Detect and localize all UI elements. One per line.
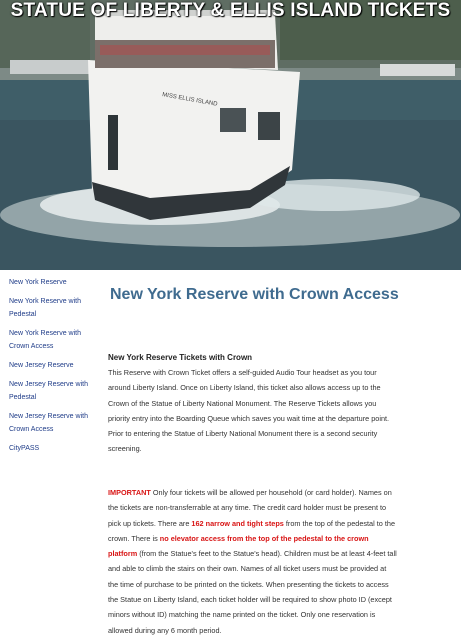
important-text-2: from the top of the pedestal to the crown. There is [108,518,396,543]
sidebar-item-new-york-reserve-pedestal[interactable]: New York Reserve with Pedestal [9,298,81,318]
hero-banner [0,0,461,270]
elevator-warning: no elevator access from the top of the pedestal to the crown platform [108,533,369,559]
page-banner-title: STATUE OF LIBERTY & ELLIS ISLAND TICKETS [10,0,451,21]
steps-warning: 162 narrow and tight steps [191,518,284,528]
ferry-photo [0,0,461,270]
sidebar-item-new-york-reserve-crown[interactable]: New York Reserve with Crown Access [9,330,81,350]
sidebar-item-new-jersey-reserve-crown[interactable]: New Jersey Reserve with Crown Access [9,413,88,433]
important-text-1: Only four tickets will be allowed per household (or card holder). Names on the tickets are non-transferrable at any time. The credit card holder must be present to pick up tickets. There are [108,488,392,528]
description-paragraph: This Reserve with Crown Ticket offers a self-guided Audio Tour headset as you tour around Liberty Island. Once on Liberty Island, this ticket also allows access up to the Crown of the Statue of Liberty National Monument. The Reserve Tickets allows you priority entry into the Boarding Queue which saves you wait time at the departure point. Prior to entering the Statue of Liberty National Monument there is a second security screening. [108,368,390,454]
important-text-3: (from the Statue's feet to the Statue's head). Children must be at least 4-feet tall and able to climb the stairs on their own. Names of all ticket users must be provided at the time of purchase to be printed on the tickets. When presenting the tickets to access the Statue on Liberty Island, each ticket holder will be required to show photo ID (except minors without ID) matching the name printed on the ticket. Only one reservation is allowed during any 6 month period. [108,549,397,635]
page-title: New York Reserve with Crown Access [110,286,399,303]
sidebar-nav [9,276,99,461]
important-label: IMPORTANT [108,488,151,497]
sidebar-item-citypass[interactable]: CityPASS [9,445,40,452]
important-paragraph [108,485,398,638]
sidebar-item-new-jersey-reserve-pedestal[interactable]: New Jersey Reserve with Pedestal [9,381,88,401]
svg-text:MISS ELLIS ISLAND: MISS ELLIS ISLAND [161,92,218,108]
sidebar-item-new-jersey-reserve[interactable]: New Jersey Reserve [9,362,74,369]
section-heading: New York Reserve Tickets with Crown [108,353,253,362]
sidebar-item-new-york-reserve[interactable]: New York Reserve [9,279,67,286]
